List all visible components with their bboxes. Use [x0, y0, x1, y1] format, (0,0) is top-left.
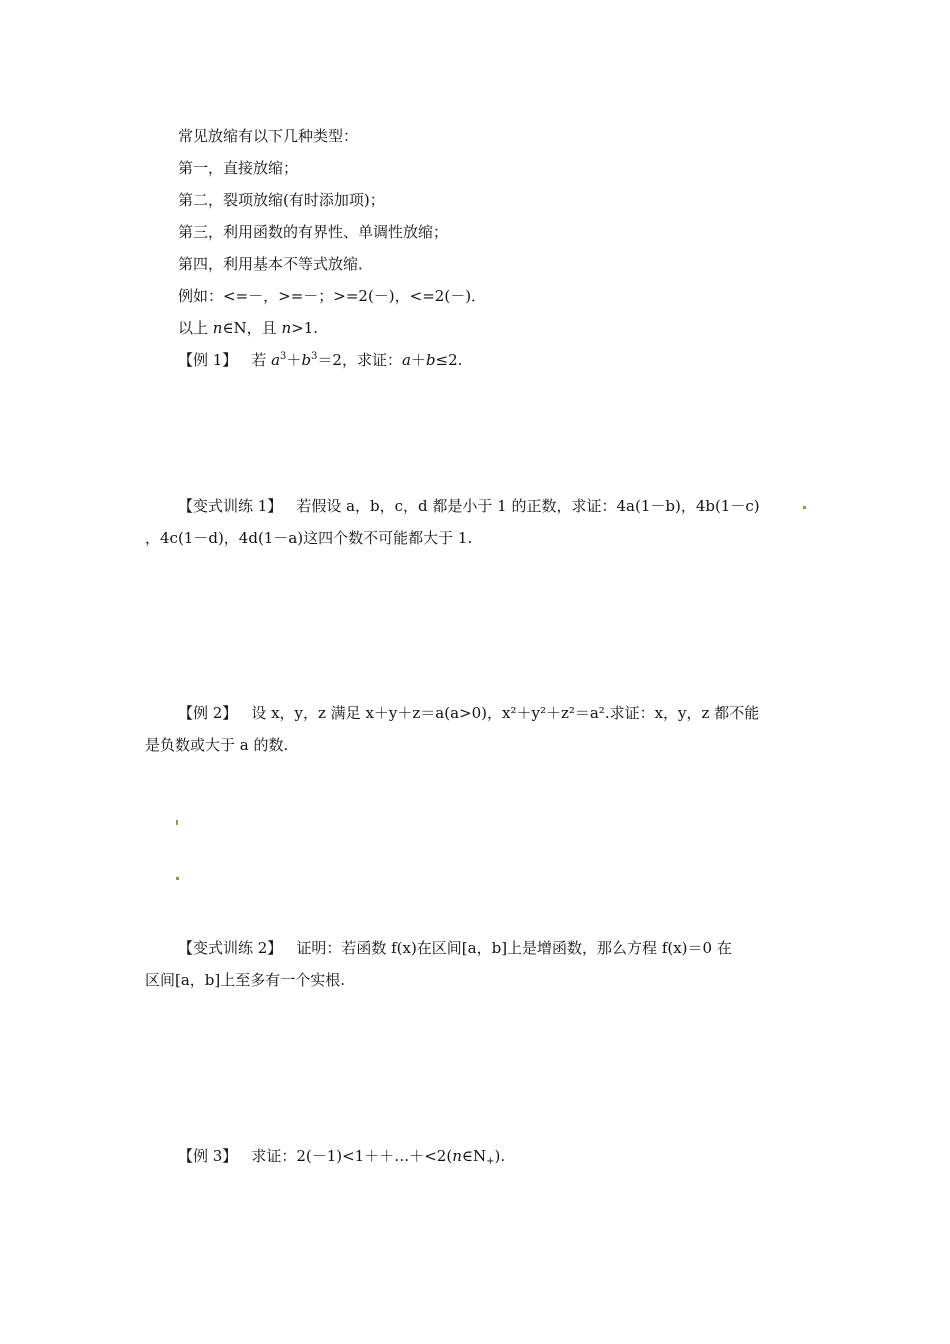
condition-line: 以上 n∈N，且 n>1.: [178, 319, 319, 337]
type-1: 第一，直接放缩；: [178, 159, 299, 177]
marker-dot: [176, 820, 178, 825]
example-3: 【例 3】 求证：$2(-1)<1++\dots+<2(n\in N_+)$.: [178, 1147, 506, 1167]
variant-2-line-1: 【变式训练 2】 证明：若函数 f(x)在区间[a，b]上是增函数，那么方程 f(x)＝0 在: [178, 939, 732, 957]
variant-2-tag: 【变式训练 2】: [178, 939, 283, 957]
variant-2-line-2: 区间[a，b]上至多有一个实根.: [145, 971, 346, 989]
example-1: 【例 1】 若 $a^3+b^3=2$，求证：a＋b≤2.: [178, 351, 463, 369]
variant-1-tag: 【变式训练 1】: [178, 497, 283, 515]
examples-line: 例如：<=－，>=－；>=2(－)，<=2(－)．: [178, 287, 487, 305]
example-2-line-2: 是负数或大于 a 的数.: [145, 736, 289, 754]
example-2-line-1: 【例 2】 设 x，y，z 满足 x＋y＋z＝a(a>0)，x²＋y²＋z²＝a².求证：x，y，z 都不能: [178, 704, 760, 722]
example-1-tag: 【例 1】: [178, 351, 238, 369]
example-3-tag: 【例 3】: [178, 1147, 238, 1165]
type-2: 第二，裂项放缩(有时添加项)；: [178, 191, 385, 209]
marker-dot: [803, 506, 806, 509]
variant-1-line-1: 【变式训练 1】 若假设 a，b，c，d 都是小于 1 的正数，求证：4a(1－b)，4b(1－c): [178, 497, 760, 515]
types-heading: 常见放缩有以下几种类型：: [178, 127, 359, 145]
type-4: 第四，利用基本不等式放缩．: [178, 255, 374, 273]
type-3: 第三，利用函数的有界性、单调性放缩；: [178, 223, 449, 241]
variant-1-line-2: ，4c(1－d)，4d(1－a)这四个数不可能都大于 1.: [145, 529, 473, 547]
marker-dot: [176, 877, 179, 880]
example-2-tag: 【例 2】: [178, 704, 238, 722]
